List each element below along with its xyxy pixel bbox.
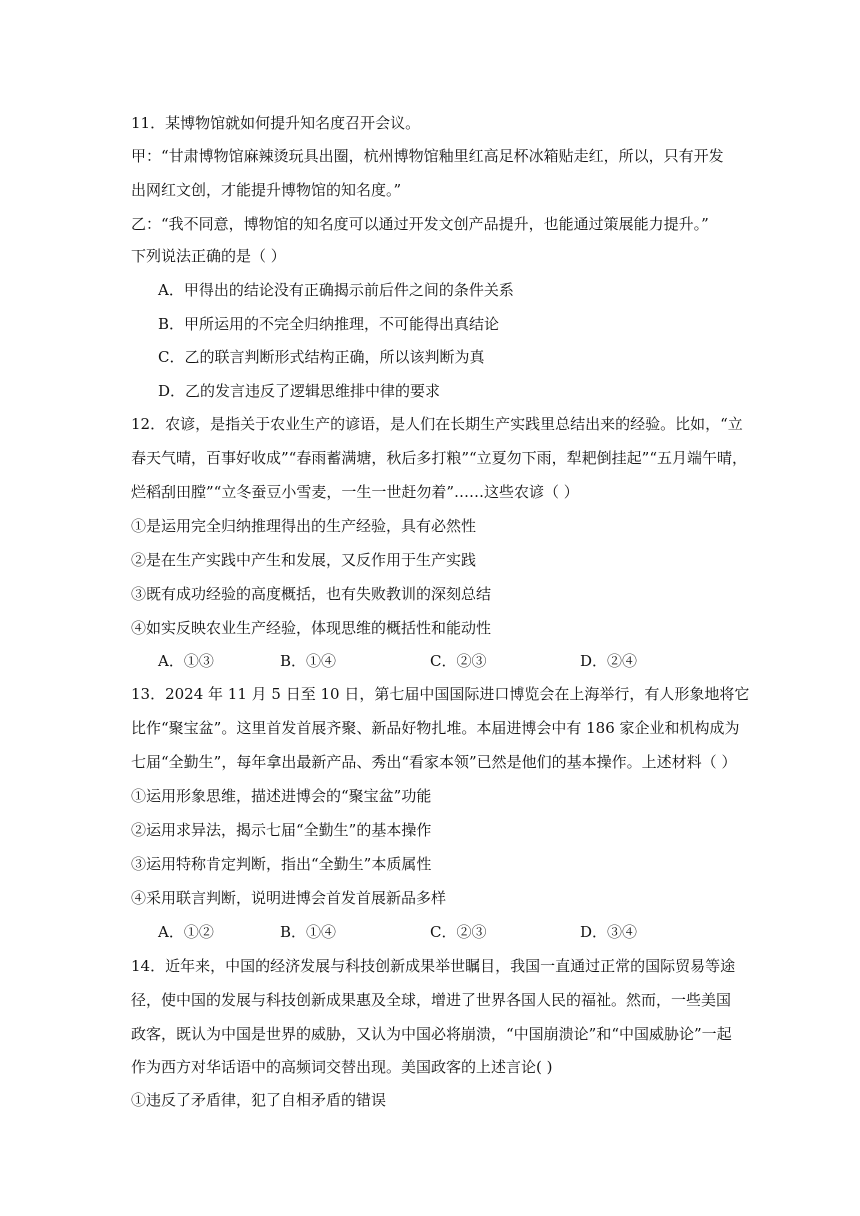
q13-choices <box>0 922 860 942</box>
q13-item-3: ③运用特称肯定判断，指出“全勤生”本质属性 <box>131 855 432 873</box>
q11-option-d: D．乙的发言违反了逻辑思维排中律的要求 <box>158 382 441 400</box>
q13-choice-b: B．①④ <box>280 923 337 941</box>
q12-item-2: ②是在生产实践中产生和发展，又反作用于生产实践 <box>131 551 477 569</box>
q11-stem: 11．某博物馆就如何提升知名度召开会议。 <box>131 114 421 132</box>
q11-option-c: C．乙的联言判断形式结构正确，所以该判断为真 <box>158 348 485 366</box>
q14-line4: 作为西方对华话语中的高频词交替出现。美国政客的上述言论( ) <box>131 1058 553 1076</box>
q14-item-1: ①违反了矛盾律，犯了自相矛盾的错误 <box>131 1091 387 1109</box>
q14-line2: 径，使中国的发展与科技创新成果惠及全球，增进了世界各国人民的福祉。然而，一些美国 <box>131 991 732 1009</box>
q13-item-1: ①运用形象思维，描述进博会的“聚宝盆”功能 <box>131 787 432 805</box>
q13-item-2: ②运用求异法，揭示七届“全勤生”的基本操作 <box>131 821 432 839</box>
q13-line2: 比作“聚宝盆”。这里首发首展齐聚、新品好物扎堆。本届进博会中有 186 家企业和机构成为 <box>131 719 740 737</box>
q13-choice-d: D．③④ <box>580 923 638 941</box>
q13-choice-a: A．①② <box>158 923 214 941</box>
q12-choice-b: B．①④ <box>280 652 337 670</box>
q14-line1: 14．近年来，中国的经济发展与科技创新成果举世瞩目，我国一直通过正常的国际贸易等途 <box>131 957 736 975</box>
q13-choice-c: C．②③ <box>430 923 487 941</box>
q12-choice-a: A．①③ <box>158 652 214 670</box>
q12-item-1: ①是运用完全归纳推理得出的生产经验，具有必然性 <box>131 517 477 535</box>
q12-choices <box>0 651 860 671</box>
q12-line2: 春天气晴，百事好收成”“春雨蓄满塘，秋后多打粮”“立夏勿下雨，犁耙倒挂起”“五月端午晴， <box>131 449 748 467</box>
q11-option-a: A．甲得出的结论没有正确揭示前后件之间的条件关系 <box>158 281 514 299</box>
q14-line3: 政客，既认为中国是世界的威胁，又认为中国必将崩溃，“中国崩溃论”和“中国威胁论”一起 <box>131 1025 732 1043</box>
q11-jia-line2: 出网红文创，才能提升博物馆的知名度。” <box>131 181 402 199</box>
q11-yi: 乙：“我不同意，博物馆的知名度可以通过开发文创产品提升，也能通过策展能力提升。” <box>131 215 709 233</box>
q12-item-3: ③既有成功经验的高度概括，也有失败教训的深刻总结 <box>131 585 492 603</box>
q11-option-b: B．甲所运用的不完全归纳推理，不可能得出真结论 <box>158 315 500 333</box>
q13-item-4: ④采用联言判断，说明进博会首发首展新品多样 <box>131 889 447 907</box>
q11-ask: 下列说法正确的是（ ） <box>131 247 286 265</box>
q13-line1: 13．2024 年 11 月 5 日至 10 日，第七届中国国际进口博览会在上海举行，有人形象地将它 <box>131 685 750 703</box>
q12-item-4: ④如实反映农业生产经验，体现思维的概括性和能动性 <box>131 619 492 637</box>
q12-line3: 烂稻刮田膛”“立冬蚕豆小雪麦，一生一世赶勿着”……这些农谚（ ） <box>131 483 579 501</box>
q11-jia-line1: 甲：“甘肃博物馆麻辣烫玩具出圈，杭州博物馆釉里红高足杯冰箱贴走红，所以，只有开发 <box>131 147 724 165</box>
q12-choice-d: D．②④ <box>580 652 638 670</box>
q12-line1: 12．农谚，是指关于农业生产的谚语，是人们在长期生产实践里总结出来的经验。比如，“立 <box>131 415 743 433</box>
q13-line3: 七届“全勤生”，每年拿出最新产品、秀出“看家本领”已然是他们的基本操作。上述材料（ ） <box>131 753 737 771</box>
q12-choice-c: C．②③ <box>430 652 487 670</box>
